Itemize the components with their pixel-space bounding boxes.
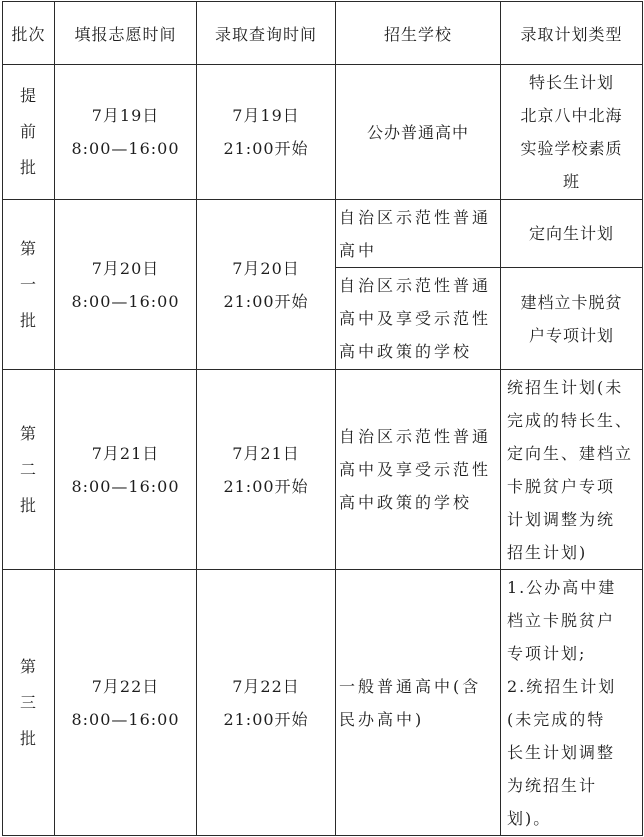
batch-cell: 第 一 批	[3, 200, 55, 370]
plan-type-cell: 1.公办高中建 档立卡脱贫户 专项计划; 2.统招生计划 (未完成的特 长生计划调整 为统招生计 划)。	[501, 570, 643, 836]
header-plan-type: 录取计划类型	[501, 2, 643, 65]
header-school: 招生学校	[336, 2, 501, 65]
plan-type-cell: 建档立卡脱贫 户专项计划	[501, 268, 643, 370]
table-row	[3, 570, 643, 836]
school-cell: 自治区示范性普通 高中及享受示范性 高中政策的学校	[336, 370, 501, 570]
fill-time-cell: 7月22日 8:00—16:00	[55, 570, 197, 836]
batch-cell: 提 前 批	[3, 65, 55, 200]
header-batch: 批次	[3, 2, 55, 65]
plan-type-cell: 定向生计划	[501, 200, 643, 268]
query-time-cell: 7月19日 21:00开始	[197, 65, 336, 200]
school-cell: 自治区示范性普通 高中	[336, 200, 501, 268]
fill-time-cell: 7月19日 8:00—16:00	[55, 65, 197, 200]
table-header-row	[3, 2, 643, 65]
header-query-time: 录取查询时间	[197, 2, 336, 65]
query-time-cell: 7月21日 21:00开始	[197, 370, 336, 570]
plan-type-cell: 特长生计划 北京八中北海 实验学校素质 班	[501, 65, 643, 200]
table-row	[3, 65, 643, 200]
header-fill-time: 填报志愿时间	[55, 2, 197, 65]
admission-schedule-table	[2, 1, 643, 836]
batch-cell: 第 三 批	[3, 570, 55, 836]
table-row	[3, 370, 643, 570]
school-cell: 公办普通高中	[336, 65, 501, 200]
query-time-cell: 7月22日 21:00开始	[197, 570, 336, 836]
plan-type-cell: 统招生计划(未 完成的特长生、 定向生、建档立 卡脱贫户专项 计划调整为统 招生计划)	[501, 370, 643, 570]
batch-cell: 第 二 批	[3, 370, 55, 570]
school-cell: 自治区示范性普通 高中及享受示范性 高中政策的学校	[336, 268, 501, 370]
table-row	[3, 200, 643, 268]
school-cell: 一般普通高中(含 民办高中)	[336, 570, 501, 836]
fill-time-cell: 7月20日 8:00—16:00	[55, 200, 197, 370]
fill-time-cell: 7月21日 8:00—16:00	[55, 370, 197, 570]
query-time-cell: 7月20日 21:00开始	[197, 200, 336, 370]
